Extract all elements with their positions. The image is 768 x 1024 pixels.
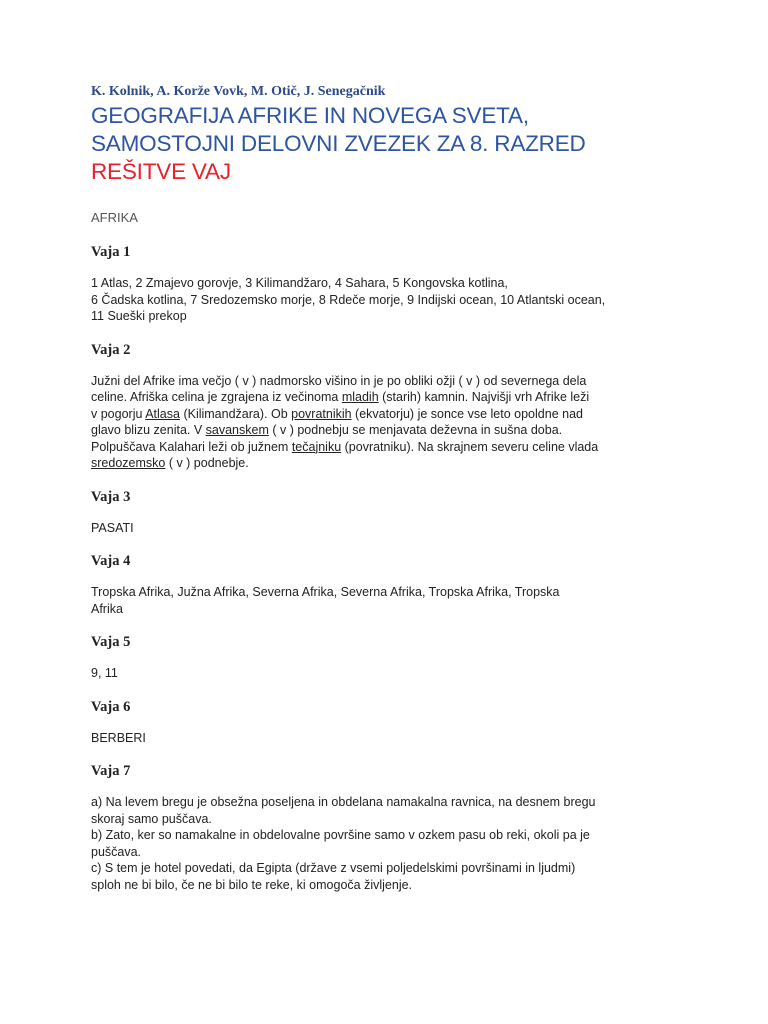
answer-line: Tropska Afrika, Južna Afrika, Severna Afrika, Severna Afrika, Tropska Afrika, Tropska: [91, 585, 560, 599]
answer-line: [91, 422, 681, 439]
text-run: ( v ) podnebju se menjavata deževna in sušna doba.: [268, 423, 563, 437]
answer-line: b) Zato, ker so namakalne in obdelovalne površine samo v ozkem pasu ob reki, okoli pa je: [91, 828, 590, 842]
answer-line: 6 Čadska kotlina, 7 Sredozemsko morje, 8 Rdeče morje, 9 Indijski ocean, 10 Atlantski ocean,: [91, 292, 606, 307]
answer-line: c) S tem je hotel povedati, da Egipta (države z vsemi poljedelskimi površinami in ljudmi): [91, 861, 576, 875]
title-line-3: REŠITVE VAJ: [91, 159, 231, 184]
text-run: Južni del Afrike ima večjo ( v ) nadmorsko višino in je po obliki ožji ( v ) od severnega dela: [91, 373, 587, 388]
exercise-6: [91, 698, 681, 747]
answer-line: 1 Atlas, 2 Zmajevo gorovje, 3 Kilimandžaro, 4 Sahara, 5 Kongovska kotlina,: [91, 276, 508, 290]
exercise-7: [91, 762, 681, 893]
text-run: v pogorju: [91, 406, 146, 421]
section-heading: AFRIKA: [91, 210, 138, 225]
text-run: (starih) kamnin. Najvišji vrh Afrike leži: [378, 390, 590, 404]
underlined-answer: sredozemsko: [91, 456, 166, 470]
exercise-3-heading: Vaja 3: [91, 488, 131, 505]
underlined-answer: Atlasa: [145, 406, 180, 421]
underlined-answer: mladih: [341, 390, 379, 404]
underlined-answer: povratnikih: [291, 406, 352, 421]
exercise-4-answer: [91, 584, 681, 617]
document-page: [91, 82, 681, 893]
text-run: (povratniku). Na skrajnem severu celine vlada: [341, 439, 599, 454]
answer-line: Afrika: [91, 601, 123, 616]
authors: K. Kolnik, A. Korže Vovk, M. Otič, J. Senegačnik: [91, 84, 386, 99]
exercise-7-answer: [91, 794, 681, 893]
exercise-2-answer: [91, 373, 681, 472]
answer-line: a) Na levem bregu je obsežna poseljena in obdelana namakalna ravnica, na desnem bregu: [91, 795, 596, 809]
exercise-4-heading: Vaja 4: [91, 553, 131, 569]
answer-line: [91, 373, 681, 390]
answer-line: [91, 455, 681, 472]
text-run: celine. Afriška celina je zgrajena iz večinoma: [91, 390, 342, 404]
exercise-5-answer: 9, 11: [91, 666, 118, 680]
exercise-6-answer: BERBERI: [91, 730, 146, 745]
title-line-2: SAMOSTOJNI DELOVNI ZVEZEK ZA 8. RAZRED: [91, 131, 586, 156]
answer-line: puščava.: [91, 844, 142, 859]
exercise-1: [91, 243, 681, 325]
exercise-1-heading: Vaja 1: [91, 244, 131, 260]
text-run: ( v ) podnebje.: [165, 456, 249, 470]
answer-line: [91, 439, 681, 456]
underlined-answer: tečajniku: [291, 439, 342, 454]
exercise-1-answer: [91, 275, 681, 325]
answer-line: [91, 406, 681, 423]
exercise-4: [91, 552, 681, 617]
title-line-1: GEOGRAFIJA AFRIKE IN NOVEGA SVETA,: [91, 103, 529, 128]
exercise-5-heading: Vaja 5: [91, 634, 131, 650]
text-run: (Kilimandžara). Ob: [179, 406, 292, 421]
text-run: Polpuščava Kalahari leži ob južnem: [91, 439, 292, 454]
exercise-2-heading: Vaja 2: [91, 341, 131, 358]
exercise-2: [91, 341, 681, 472]
text-run: glavo blizu zenita. V: [91, 423, 206, 437]
underlined-answer: savanskem: [205, 423, 269, 437]
answer-line: 11 Sueški prekop: [91, 309, 187, 323]
exercise-7-heading: Vaja 7: [91, 763, 131, 779]
answer-line: sploh ne bi bilo, če ne bi bilo te reke, ki omogoča življenje.: [91, 877, 413, 892]
exercise-3: [91, 488, 681, 537]
answer-line: skoraj samo puščava.: [91, 811, 212, 826]
exercise-3-answer: PASATI: [91, 520, 134, 535]
text-run: (ekvatorju) je sonce vse leto opoldne nad: [351, 406, 583, 421]
exercise-6-heading: Vaja 6: [91, 698, 131, 715]
answer-line: [91, 389, 681, 406]
exercise-5: [91, 633, 681, 682]
